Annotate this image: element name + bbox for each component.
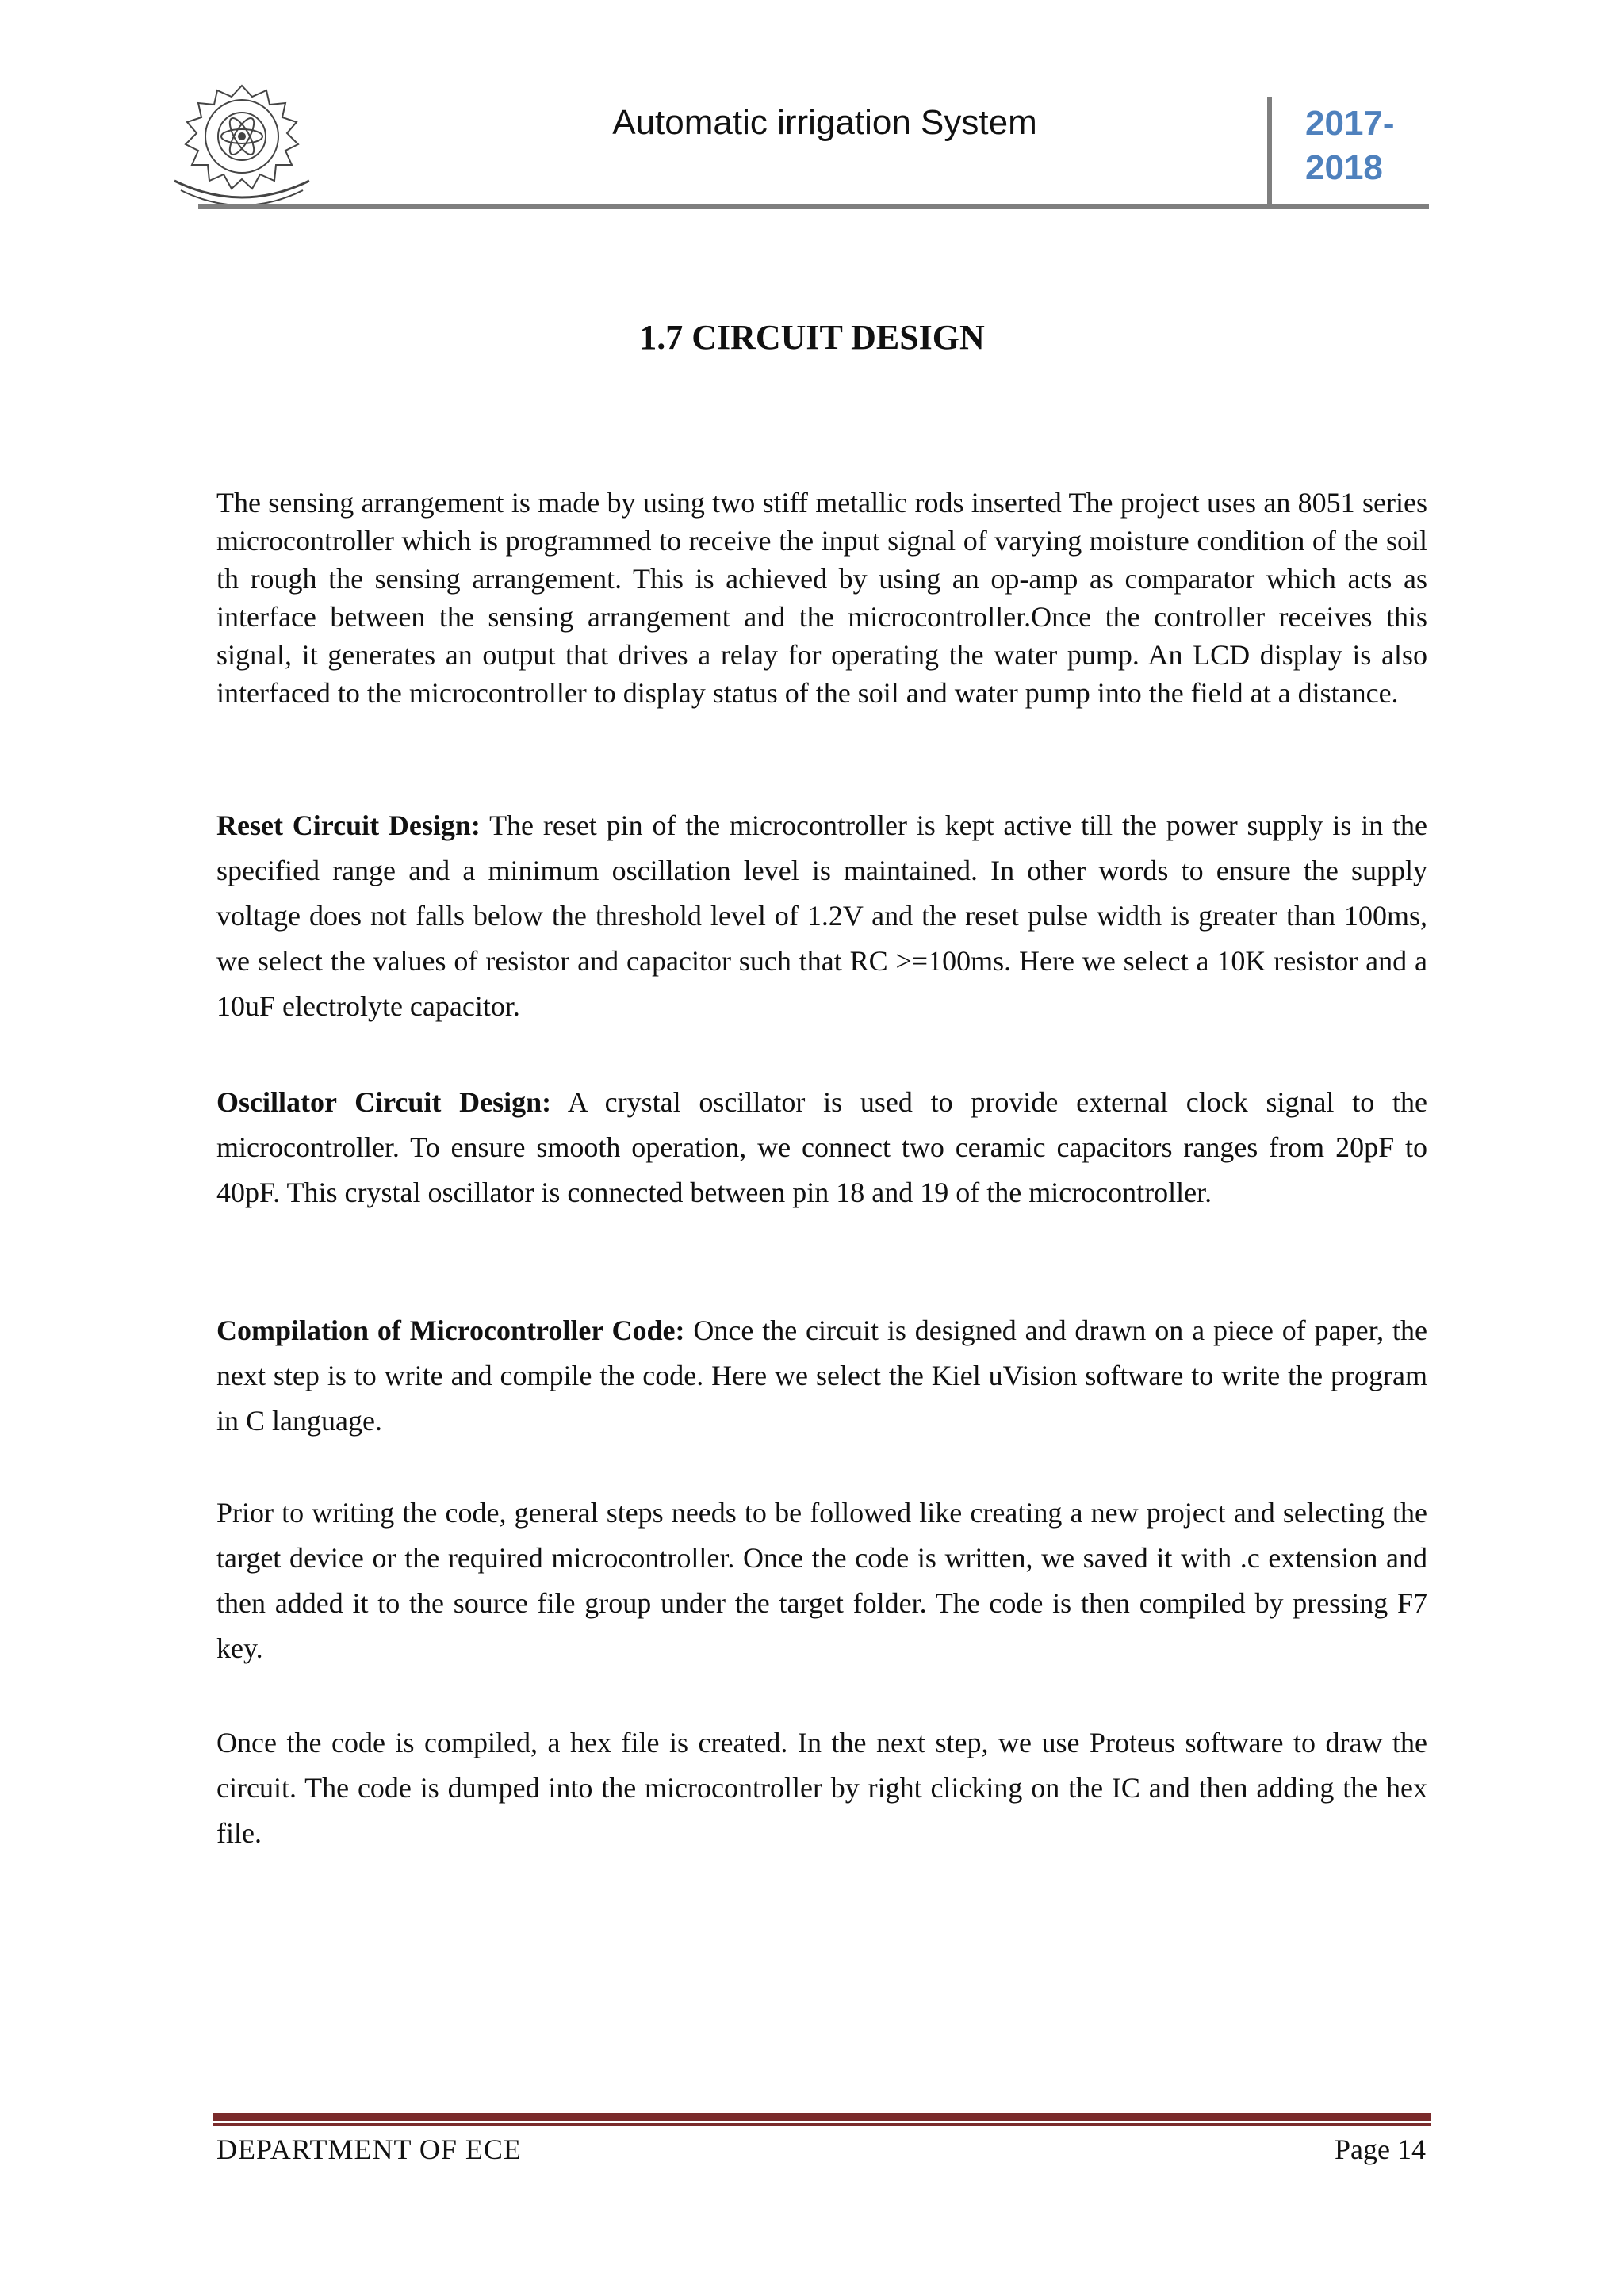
footer-page-number: Page 14 <box>1335 2133 1426 2165</box>
header-title: Automatic irrigation System <box>612 103 1037 142</box>
reset-text: The reset pin of the microcontroller is kept active till the power supply is in the specified range and a minimum oscillation level is maintained. In other words to ensure the supply voltage does not falls below the threshold level of 1.2V and the reset pulse width is greater than 100ms, we select the values of resistor and capacitor such that RC >=100ms. Here we select a 10K resistor and a 10uF electrolyte capacitor. <box>216 809 1427 1022</box>
oscillator-text: A crystal oscillator is used to provide external clock signal to the microcontroller. To ensure smooth operation, we connect two ceramic capacitors ranges from 20pF to 40pF. This crystal oscillator is connected between pin 18 and 19 of the microcontroller. <box>216 1086 1427 1208</box>
section-title: 1.7 CIRCUIT DESIGN <box>639 318 985 357</box>
header-rule <box>198 204 1429 209</box>
oscillator-paragraph <box>216 1080 1427 1215</box>
header-year-line2: 2018 <box>1305 148 1383 187</box>
hexfile-paragraph: Once the code is compiled, a hex file is created. In the next step, we use Proteus software to draw the circuit. The code is dumped into the microcontroller by right clicking on the IC and then adding the hex file. <box>216 1727 1427 1849</box>
compilation-heading: Compilation of Microcontroller Code: <box>216 1314 685 1346</box>
institution-seal-icon <box>159 79 325 214</box>
reset-paragraph <box>216 803 1427 1029</box>
footer-rule <box>213 2113 1431 2121</box>
reset-heading: Reset Circuit Design: <box>216 809 481 841</box>
header-year-line1: 2017- <box>1305 104 1395 143</box>
compilation-paragraph <box>216 1308 1427 1444</box>
footer-rule-thin <box>213 2123 1431 2126</box>
footer-department: DEPARTMENT OF ECE <box>216 2133 522 2165</box>
compilation-text: Once the circuit is designed and drawn on a piece of paper, the next step is to write and compile the code. Here we select the Kiel uVision software to write the program in C language. <box>216 1314 1427 1437</box>
intro-paragraph: The sensing arrangement is made by using two stiff metallic rods inserted The project uses an 8051 series microcontroller which is programmed to receive the input signal of varying moisture condition of the soil th rough the sensing arrangement. This is achieved by using an op-amp as comparator which acts as interface between the sensing arrangement and the microcontroller.Once the controller receives this signal, it generates an output that drives a relay for operating the water pump. An LCD display is also interfaced to the microcontroller to display status of the soil and water pump into the field at a distance. <box>216 487 1427 709</box>
prior-paragraph: Prior to writing the code, general steps needs to be followed like creating a new project and selecting the target device or the required microcontroller. Once the code is written, we saved it with .c extension and then added it to the source file group under the target folder. The code is then compiled by pressing F7 key. <box>216 1497 1427 1664</box>
header-divider <box>1267 97 1272 206</box>
oscillator-heading: Oscillator Circuit Design: <box>216 1086 552 1118</box>
header-year <box>1305 101 1432 190</box>
